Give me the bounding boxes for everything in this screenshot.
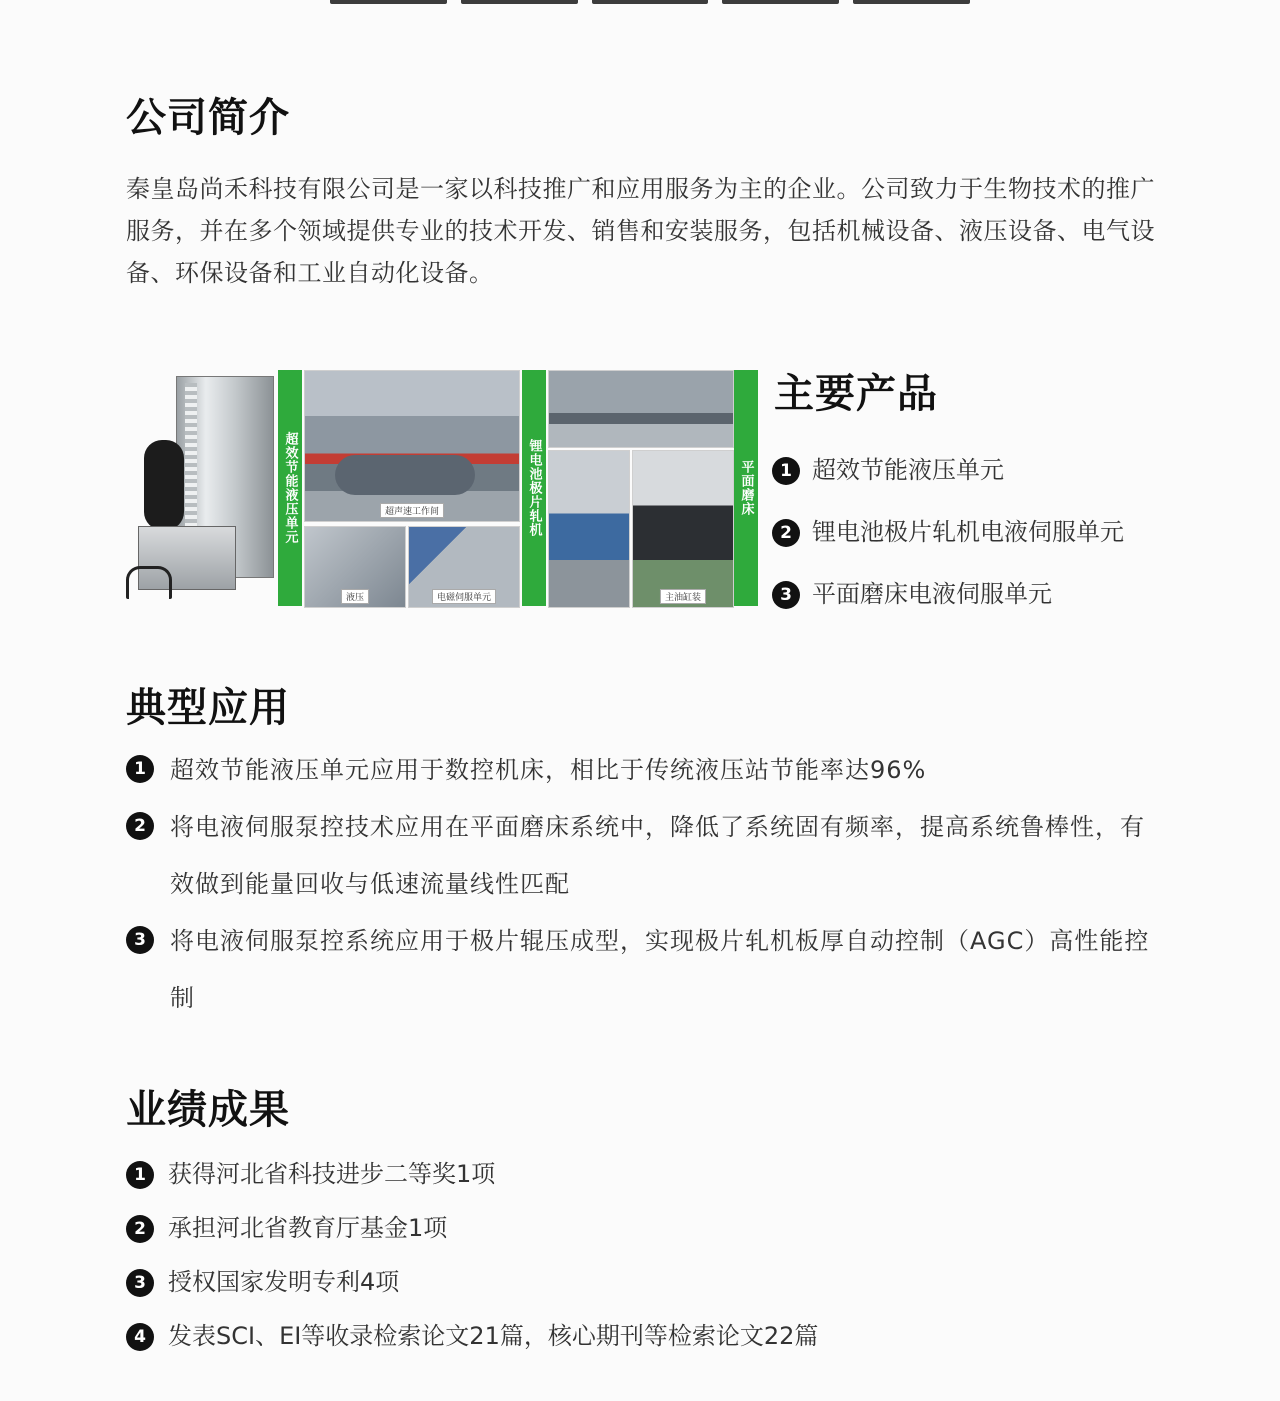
number-1-icon: 1	[126, 755, 154, 783]
list-item: 4 发表SCI、EI等收录检索论文21篇，核心期刊等检索论文22篇	[126, 1314, 818, 1368]
list-item: 1 超效节能液压单元应用于数控机床，相比于传统液压站节能率达96%	[126, 742, 1160, 799]
list-item: 1 超效节能液压单元	[772, 450, 1004, 485]
achievement-list	[126, 1152, 818, 1368]
number-3-icon: 3	[772, 581, 800, 609]
list-item: 3 授权国家发明专利4项	[126, 1260, 818, 1314]
photo-mill-detail-1	[548, 450, 630, 608]
number-2-icon: 2	[772, 519, 800, 547]
number-2-icon: 2	[126, 812, 154, 840]
list-item: 3 将电液伺服泵控系统应用于极片辊压成型，实现极片轧机板厚自动控制（AGC）高性能控制	[126, 913, 1160, 1027]
photo-servo-unit: 电磁伺服单元	[408, 526, 520, 608]
photo-hydraulic: 液压	[304, 526, 406, 608]
achievements-heading: 业绩成果	[126, 1087, 290, 1133]
label-bar-rolling-mill: 锂电池极片轧机	[522, 370, 546, 606]
intro-heading: 公司简介	[126, 95, 290, 141]
hydraulic-unit-image	[126, 376, 278, 606]
products-heading: 主要产品	[774, 371, 938, 417]
list-item: 2 锂电池极片轧机电液伺服单元	[772, 512, 1124, 547]
list-item: 1 获得河北省科技进步二等奖1项	[126, 1152, 818, 1206]
list-item: 2 将电液伺服泵控技术应用在平面磨床系统中，降低了系统固有频率，提高系统鲁棒性，有效做到能量回收与低速流量线性匹配	[126, 799, 1160, 913]
product-image-strip	[126, 368, 758, 608]
factory-photo: 超声速工作间	[304, 370, 520, 522]
number-2-icon: 2	[126, 1215, 154, 1243]
label-bar-grinder: 平面磨床	[734, 370, 758, 606]
applications-heading: 典型应用	[126, 685, 290, 731]
intro-text: 秦皇岛尚禾科技有限公司是一家以科技推广和应用服务为主的企业。公司致力于生物技术的推广服务，并在多个领域提供专业的技术开发、销售和安装服务，包括机械设备、液压设备、电气设备、环保设备和工业自动化设备。	[126, 175, 1155, 287]
number-4-icon: 4	[126, 1323, 154, 1351]
application-list	[126, 742, 1160, 1027]
list-item: 3 平面磨床电液伺服单元	[772, 574, 1052, 609]
number-1-icon: 1	[772, 457, 800, 485]
list-item: 2 承担河北省教育厅基金1项	[126, 1206, 818, 1260]
number-3-icon: 3	[126, 926, 154, 954]
cropped-header-text	[330, 0, 970, 4]
photo-mill-detail-2: 主油缸装	[632, 450, 734, 608]
number-3-icon: 3	[126, 1269, 154, 1297]
number-1-icon: 1	[126, 1161, 154, 1189]
photo-rolling-mill	[548, 370, 734, 448]
label-bar-hydraulic-unit: 超效节能液压单元	[278, 370, 302, 606]
